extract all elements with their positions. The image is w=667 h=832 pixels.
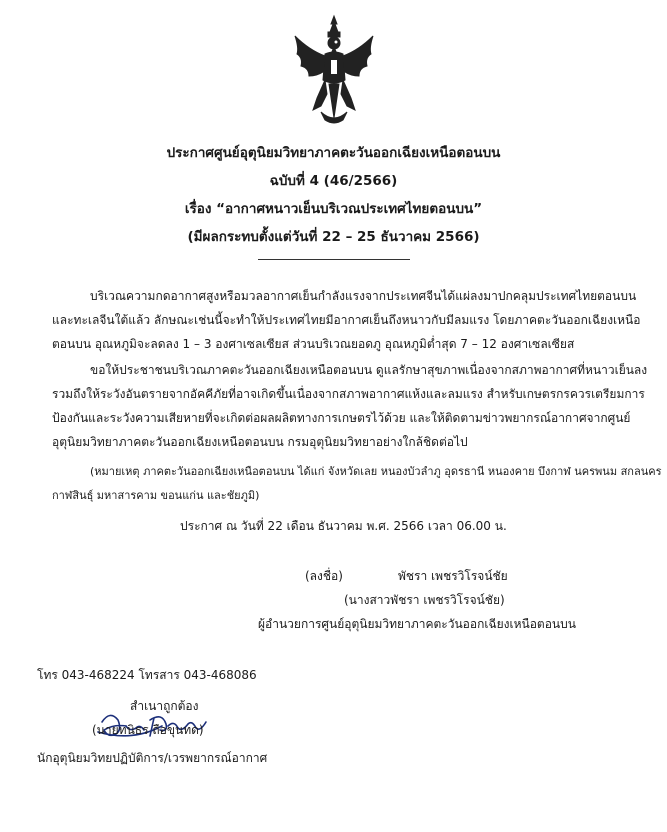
subject-line: เรื่อง “อากาศหนาวเย็นบริเวณประเทศไทยตอนบน” [184, 201, 483, 217]
copy-cert-position: นักอุตุนิยมวิทยปฏิบัติการ/เวรพยากรณ์อากาศ [37, 751, 268, 765]
note-line: (หมายเหตุ ภาคตะวันออกเฉียงเหนือตอนบน ได้แก่ จังหวัดเลย หนองบัวลำภู อุดรธานี หนองคาย บึงกาฬ นครพนม สกลนคร [90, 465, 662, 478]
announcement-date: ประกาศ ณ วันที่ 22 เดือน ธันวาคม พ.ศ. 2566 เวลา 06.00 น. [180, 519, 507, 533]
contact-numbers: โทร 043-468224 โทรสาร 043-468086 [37, 668, 257, 682]
copy-certified-label: สำเนาถูกต้อง [130, 699, 199, 713]
divider-line [258, 259, 410, 260]
announcement-title: ประกาศศูนย์อุตุนิยมวิทยาภาคตะวันออกเฉียงเหนือตอนบน [166, 145, 501, 161]
signature-prefix: (ลงชื่อ) [305, 569, 343, 583]
copy-cert-name: (นายทนิธร ถือขุนทด) [92, 723, 204, 737]
signer-position: ผู้อำนวยการศูนย์อุตุนิยมวิทยาภาคตะวันออกเฉียงเหนือตอนบน [258, 617, 576, 631]
signer-name: พัชรา เพชรวิโรจน์ชัย [398, 569, 508, 583]
issue-number: ฉบับที่ 4 (46/2566) [269, 173, 398, 189]
paragraph-1-line: และทะเลจีนใต้แล้ว ลักษณะเช่นนี้จะทำให้ประเทศไทยมีอากาศเย็นถึงหนาวกับมีลมแรง โดยภาคตะวันออกเฉียงเหนือ [52, 313, 641, 327]
signer-full-name: (นางสาวพัชรา เพชรวิโรจน์ชัย) [344, 593, 505, 607]
effective-dates: (มีผลกระทบตั้งแต่วันที่ 22 – 25 ธันวาคม 2566) [187, 229, 480, 245]
paragraph-1-line: ตอนบน อุณหภูมิจะลดลง 1 – 3 องศาเซลเซียส ส่วนบริเวณยอดภู อุณหภูมิต่ำสุด 7 – 12 องศาเซลเซียส [52, 337, 575, 351]
paragraph-2-line: ขอให้ประชาชนบริเวณภาคตะวันออกเฉียงเหนือตอนบน ดูแลรักษาสุขภาพเนื่องจากสภาพอากาศที่หนาวเย็นลง [90, 363, 648, 377]
paragraph-2-line: อุตุนิยมวิทยาภาคตะวันออกเฉียงเหนือตอนบน กรมอุตุนิยมวิทยาอย่างใกล้ชิดต่อไป [52, 435, 468, 449]
note-line: กาฬสินธุ์ มหาสารคาม ขอนแก่น และชัยภูมิ) [52, 489, 260, 502]
paragraph-2-line: ป้องกันและระวังความเสียหายที่จะเกิดต่อผลผลิตทางการเกษตรไว้ด้วย และให้ติดตามข่าวพยากรณ์อากาศจากศูนย์ [52, 411, 631, 425]
paragraph-1-line: บริเวณความกดอากาศสูงหรือมวลอากาศเย็นกำลังแรงจากประเทศจีนได้แผ่ลงมาปกคลุมประเทศไทยตอนบน [90, 289, 637, 303]
garuda-emblem-icon [291, 14, 377, 126]
paragraph-2-line: รวมถึงให้ระวังอันตรายจากอัคคีภัยที่อาจเกิดขึ้นเนื่องจากสภาพอากาศแห้งและลมแรง สำหรับเกษตรกรควรเตรียมการ [52, 387, 645, 401]
